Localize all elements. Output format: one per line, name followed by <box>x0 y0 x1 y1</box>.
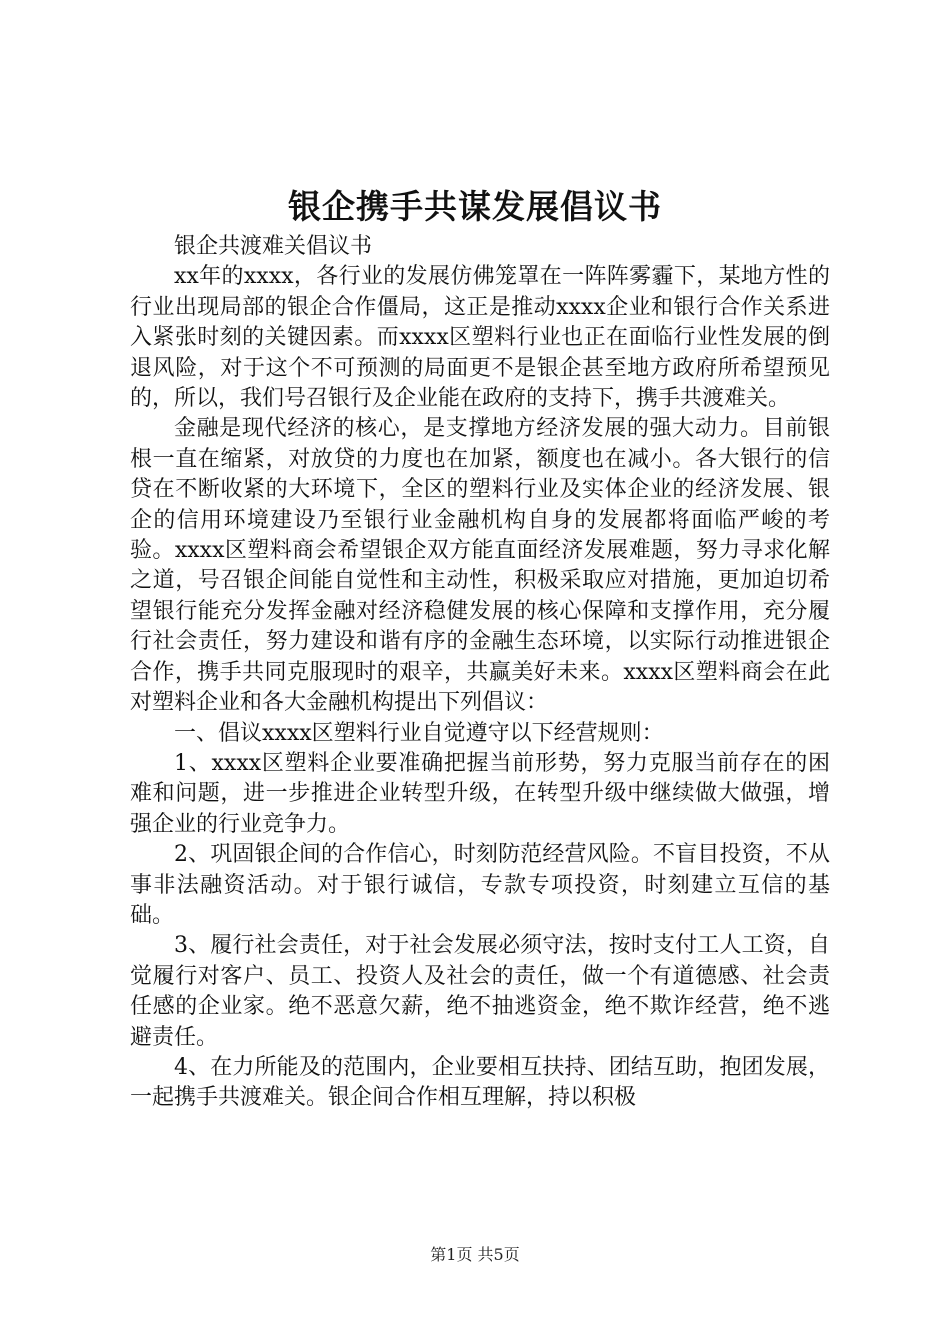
paragraph-section-one: 一、倡议xxxx区塑料行业自觉遵守以下经营规则： <box>174 720 664 746</box>
paragraph-intro: xx年的xxxx，各行业的发展仿佛笼罩在一阵阵雾霾下，某地方性的行业出现局部的银企合作僵局，这正是推动xxxx企业和银行合作关系进入紧张时刻的关键因素。而xxxx区塑料行业也正在面临行业性发展的倒退风险，对于这个不可预测的局面更不是银企甚至地方政府所希望预见的，所以，我们号召银行及企业能在政府的支持下，携手共渡难关。 <box>130 264 830 412</box>
page-footer: 第1页 共5页 <box>430 1245 520 1264</box>
paragraph-finance: 金融是现代经济的核心，是支撑地方经济发展的强大动力。目前银根一直在缩紧，对放贷的力度也在加紧，额度也在减小。各大银行的信贷在不断收紧的大环境下，全区的塑料行业及实体企业的经济发展、银企的信用环境建设乃至银行业金融机构自身的发展都将面临严峻的考验。xxxx区塑料商会希望银企双方能直面经济发展难题，努力寻求化解之道，号召银企间能自觉性和主动性，积极采取应对措施，更加迫切希望银行能充分发挥金融对经济稳健发展的核心保障和支撑作用，充分履行社会责任，努力建设和谐有序的金融生态环境，以实际行动推进银企合作，携手共同克服现时的艰辛，共赢美好未来。xxxx区塑料商会在此对塑料企业和各大金融机构提出下列倡议： <box>130 416 830 716</box>
paragraph-item-4: 4、在力所能及的范围内，企业要相互扶持、团结互助，抱团发展，一起携手共渡难关。银企间合作相互理解，持以积极 <box>130 1054 830 1111</box>
document-title: 银企携手共谋发展倡议书 <box>288 187 662 226</box>
paragraph-item-3: 3、履行社会责任，对于社会发展必须守法，按时支付工人工资，自觉履行对客户、员工、投资人及社会的责任，做一个有道德感、社会责任感的企业家。绝不恶意欠薪，绝不抽逃资金，绝不欺诈经营，绝不逃避责任。 <box>130 933 830 1050</box>
document-body <box>130 232 830 1114</box>
paragraph-item-1: 1、xxxx区塑料企业要准确把握当前形势，努力克服当前存在的困难和问题，进一步推进企业转型升级，在转型升级中继续做大做强，增强企业的行业竞争力。 <box>130 750 830 837</box>
paragraph-subtitle: 银企共渡难关倡议书 <box>174 234 373 259</box>
paragraph-item-2: 2、巩固银企间的合作信心，时刻防范经营风险。不盲目投资，不从事非法融资活动。对于银行诚信，专款专项投资，时刻建立互信的基础。 <box>130 842 830 928</box>
